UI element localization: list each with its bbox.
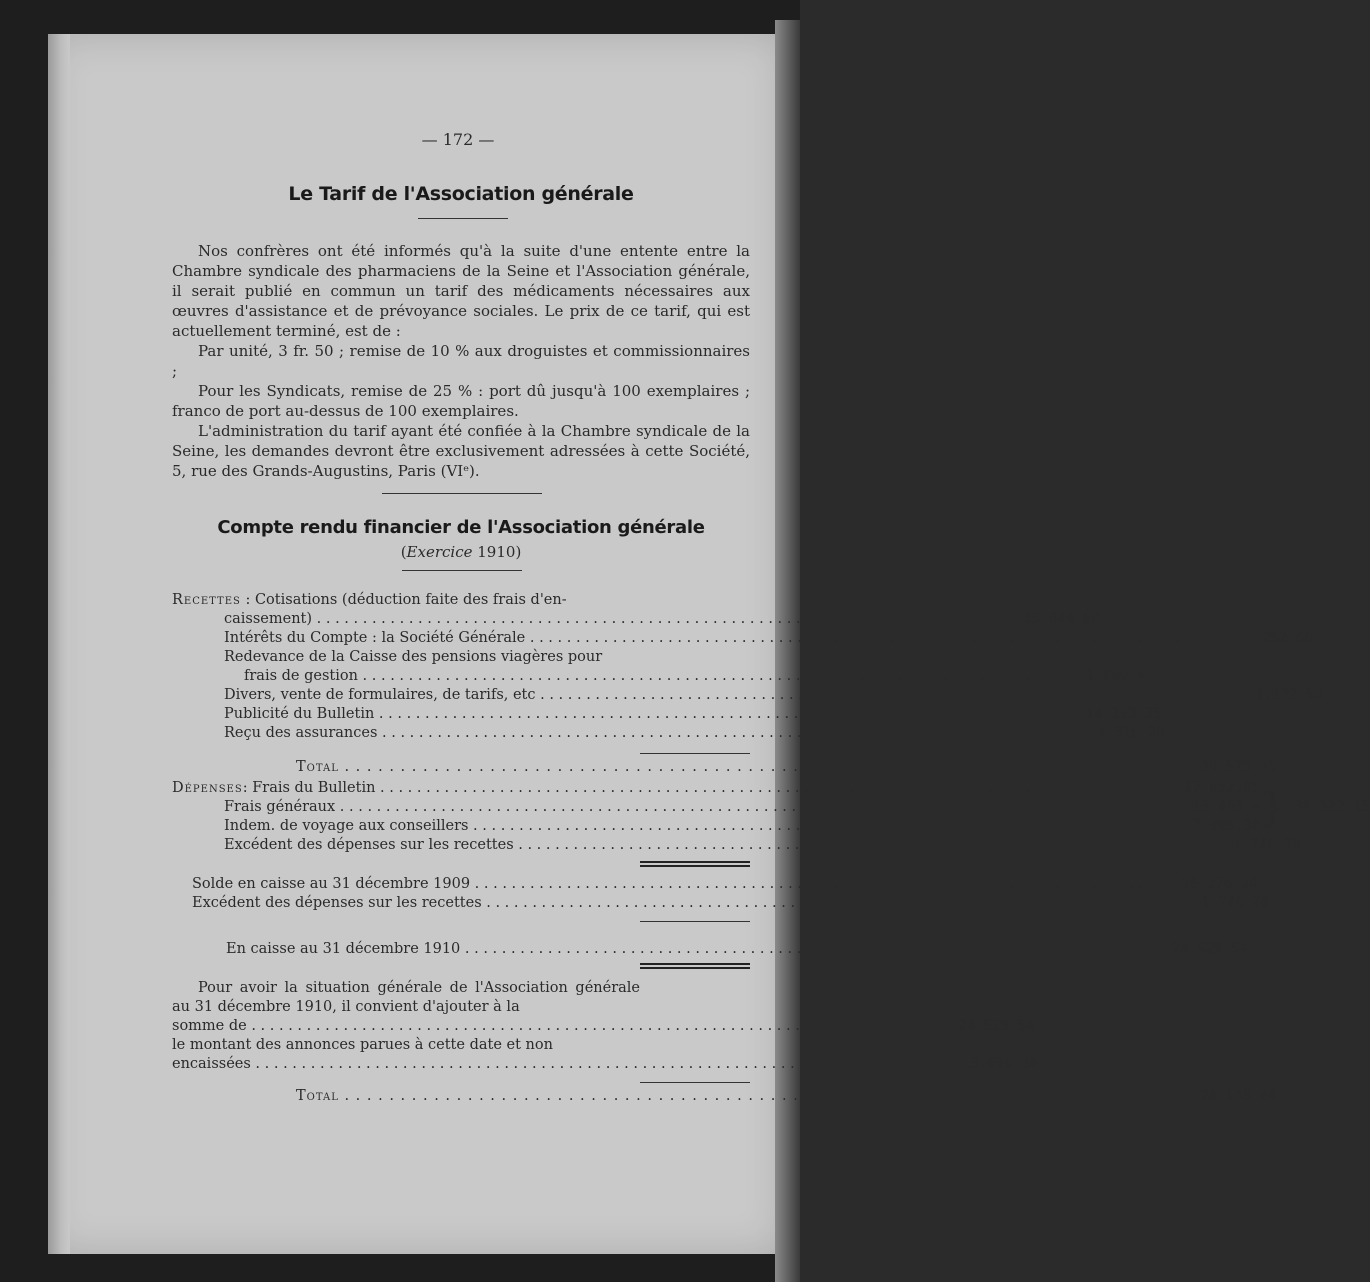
recettes-label: Reçu des assurances . . . [224,724,1069,743]
recettes-label: frais de gestion . . . [244,667,1049,686]
section-title-tarif: Le Tarif de l'Association générale [288,183,634,205]
recettes-amount: 252 60 [1262,630,1313,646]
total-final-row [172,1087,1277,1106]
encaisse-label: En caisse au 31 décembre 1910 . . . [226,940,1152,959]
tarif-paragraph-4: L'administration du tarif ayant été confiée à la Chambre syndicale de la Seine, les demandes devront être exclusivement adressées à cette Société, 5, rue des Grands-Augustins, Paris (VIᵉ). [172,422,750,480]
recettes-amount: 14.193 35 [1085,706,1162,722]
encaisse-amount: 24.529 54 [1171,941,1248,957]
total-label: Total . . . [296,1087,1180,1106]
recettes-row [172,629,1313,648]
depenses-label: : Frais du Bulletin . . . [243,779,1160,798]
encaissees-label: encaissées . . . [172,1055,942,1074]
section-divider [382,493,542,494]
depenses-label: Indem. de voyage aux conseillers . . . [224,817,1160,836]
solde-row [172,875,1258,894]
excedent2-label: Excédent des dépenses sur les recettes . . . [192,894,1173,913]
somme-row [172,1017,1035,1036]
excedent2-amount: 1.746 70 [1201,895,1270,911]
excedent-amount: 1.746 70 [1233,837,1302,853]
depenses-amount: 7.006.30 [1192,818,1260,834]
recettes-row-cotisations [172,610,1100,629]
total-amount: 28.148 84 [1200,1088,1277,1104]
exercice-subtitle: (Exercice 1910) [400,543,522,561]
recettes-label: Redevance de la Caisse des pensions viagères pour [224,649,603,665]
depenses-block [172,779,1370,836]
total-label: Total . . . [296,758,1180,777]
encaisse-row [172,940,1248,959]
balance-rule [640,921,750,922]
recettes-heading-row [172,591,750,610]
section-title-compte-rendu: Compte rendu financier de l'Association générale [217,517,705,538]
somme-amount: 24.529 54 [958,1018,1035,1034]
recettes-row [172,648,750,667]
recettes-amount: 1.172 50 [1255,687,1323,703]
recettes-amount: 15.640 80 [1023,611,1100,627]
excedent-label: Excédent des dépenses sur les recettes . . . [224,836,1205,855]
tarif-section [172,241,750,481]
solde-label: Solde en caisse au 31 décembre 1909 . . . [192,875,1161,894]
subtotal-rule [640,753,750,754]
depenses-total-amount: 38.322 15 [1293,799,1370,815]
recettes-heading: Recettes [172,592,241,608]
recettes-label: Intérêts du Compte : la Société Générale . . . [224,629,1217,648]
tarif-paragraph-1: Nos confrères ont été informés qu'à la suite d'une entente entre la Chambre syndicale des pharmaciens de la Seine et l'Association générale, il serait publié en commun un tarif des médicaments nécessaires aux œuvres d'assistance et de prévoyance sociales. Le prix de ce tarif, qui est actuellement terminé, est de : [172,242,750,340]
accounts-table [172,591,1370,1106]
situation-paragraph: Pour avoir la situation générale de l'Association générale au 31 décembre 1910, il convient d'ajouter à la [172,980,640,1015]
encaissees-amount: 3.619 30 [970,1056,1039,1072]
depenses-lines [172,779,1260,836]
final-rule [640,1082,750,1083]
double-rule [640,963,750,969]
page-content [172,130,1370,1106]
recettes-label: Divers, vente de formulaires, de tarifs, etc . . . [224,686,1227,705]
total-amount: 36.575 45 [1200,759,1277,775]
depenses-amount: 13.463 » [1192,799,1260,815]
tarif-paragraph-2: Par unité, 3 fr. 50 ; remise de 10 % aux droguistes et commissionnaires ; [172,342,750,380]
curly-brace: } [1259,784,1286,831]
recettes-row [172,724,1165,743]
depenses-amount: 17.852.85 [1183,780,1260,796]
title-rule [418,218,508,219]
page-binding-edge [48,34,70,1254]
exercice-label: Exercice [406,543,473,561]
encaissees-row [172,1055,1039,1074]
double-rule [640,861,750,867]
recettes-row [172,705,1162,724]
subtitle-rule [402,570,522,571]
excedent2-row [172,894,1270,913]
exercice-year: 1910 [477,543,516,561]
excedent-row [172,836,1302,855]
recettes-row [172,686,1323,705]
recettes-amount: 4.316 20 [1097,725,1165,741]
depenses-row [172,817,1260,836]
tarif-paragraph-3: Pour les Syndicats, remise de 25 % : port dû jusqu'à 100 exemplaires ; franco de port au-dessus de 100 exemplaires. [172,382,750,420]
page-number: — 172 — [421,130,495,149]
depenses-row [172,798,1260,817]
depenses-heading: Dépenses [172,780,243,796]
total-recettes-row [172,758,1277,777]
depenses-row [172,779,1260,798]
recettes-label: caissement) . . . [224,610,1003,629]
recettes-row [172,667,1146,686]
depenses-label: Frais généraux . . . [224,798,1160,817]
annonces-line: le montant des annonces parues à cette date et non [172,1037,553,1053]
recettes-first-label: : Cotisations (déduction faite des frais d'en- [240,592,567,608]
solde-amount: 26.276 24 [1181,876,1258,892]
somme-label: somme de . . . [172,1017,938,1036]
recettes-amount: 1.000 » [1086,668,1146,684]
recettes-label: Publicité du Bulletin . . . [224,705,1066,724]
